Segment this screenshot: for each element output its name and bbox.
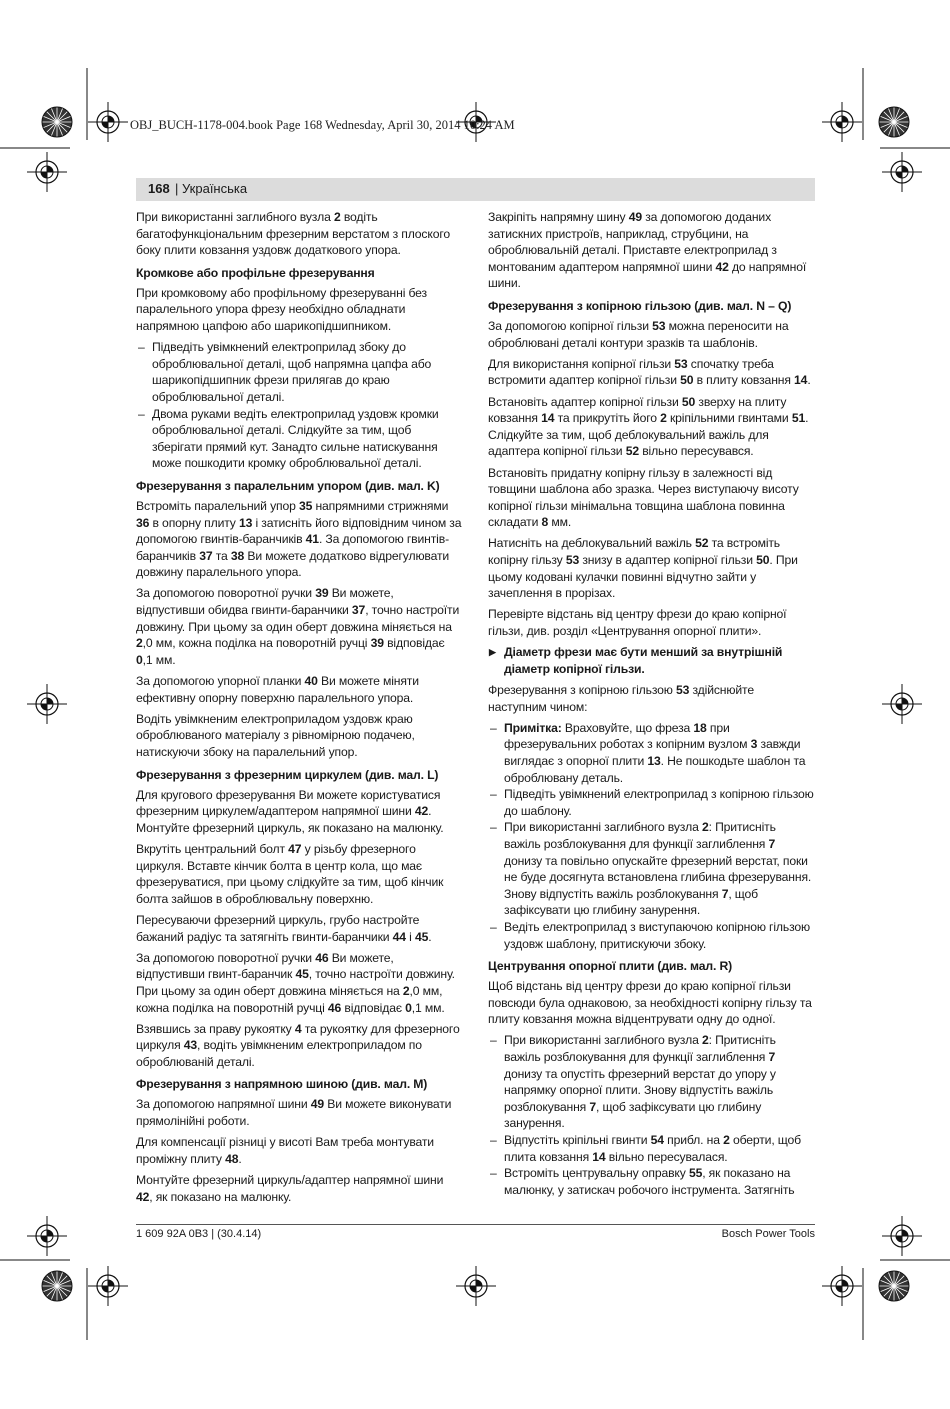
registration-mark-top-left	[88, 102, 128, 142]
paragraph: Вкрутіть центральний болт 47 у різьбу фрезерного циркуля. Вставте кінчик болта в центр кола, що має фрезеруватися, при цьому слідкуйте за тим, щоб кінчик болта зайшов в оброблювальну поверхню.	[136, 841, 444, 906]
registration-mark-bottom-left	[88, 1266, 128, 1306]
section-heading: Фрезерування з фрезерним циркулем (див. мал. L)	[136, 767, 439, 782]
paragraph: Встановіть придатну копірну гільзу в залежності від товщини шаблона або зразка. Через виступаючу висоту копірної гільзи мінімальна товщина шаблона повинна складати 8 мм.	[488, 465, 799, 530]
list-item: – Встроміть центрувальну оправку 55, як показано на малюнку, у затискач робочого інструмента. Затягніть	[488, 1165, 814, 1198]
star-target-top-right	[879, 107, 909, 137]
registration-mark-left-upper	[27, 152, 67, 192]
registration-mark-left-lower	[27, 1216, 67, 1256]
paragraph: Встановіть адаптер копірної гільзи 50 зверху на плиту ковзання 14 та прикрутіть його 2 кріпільними гвинтами 51. Слідкуйте за тим, щоб деблокувальний важіль для адаптера копірної гільзи 52 вільно пересувався.	[488, 394, 809, 459]
bullet-list	[488, 1032, 814, 1198]
bullet-list	[488, 720, 814, 952]
star-target-top-left	[42, 107, 72, 137]
section-heading: Кромкове або профільне фрезерування	[136, 265, 375, 280]
page-header	[136, 178, 815, 201]
paragraph: Для кругового фрезерування Ви можете користуватися фрезерним циркулем/адаптером напрямної шини 42. Монтуйте фрезерний циркуль, як показано на малюнку.	[136, 787, 444, 835]
left-text-column	[136, 209, 462, 1210]
list-item: – Ведіть електроприлад з виступаючою копірною гільзою уздовж шаблону, притискуючи збоку.	[488, 919, 814, 952]
list-item: – Двома руками ведіть електроприлад уздовж кромки оброблювальної деталі. Слідкуйте за тим, щоб зберігати прямий кут. Занадто сильне натискування може пошкодити кромку оброблювальної деталі.	[136, 406, 462, 472]
warning-note: ▶ Діаметр фрези має бути менший за внутрішній діаметр копірної гільзи.	[488, 644, 814, 677]
list-item: – Підведіть увімкнений електроприлад з копірною гільзою до шаблону.	[488, 786, 814, 819]
section-name: | Українська	[175, 181, 248, 196]
registration-mark-left-middle	[27, 684, 67, 724]
paragraph: Фрезерування з копірною гільзою 53 здійснюйте наступним чином:	[488, 683, 754, 714]
print-slug-line: OBJ_BUCH-1178-004.book Page 168 Wednesday, April 30, 2014 10:24 AM	[130, 118, 515, 132]
paragraph: Щоб відстань від центру фрези до краю копірної гільзи повсюди була однаковою, за необхідності копірну гільзу та плиту ковзання можна відцентрувати одну до одної.	[488, 979, 812, 1027]
paragraph: Закріпіть напрямну шину 49 за допомогою доданих затискних пристроїв, наприклад, струбцини, на оброблювальній деталі. Приставте електроприлад з монтованим адаптером напрямної шини 42 до напрямної шини.	[488, 210, 807, 291]
star-target-bottom-right	[879, 1271, 909, 1301]
section-heading: Фрезерування з напрямною шиною (див. мал. M)	[136, 1077, 428, 1092]
registration-mark-right-upper	[882, 152, 922, 192]
list-item: – Підведіть увімкнений електроприлад збоку до оброблювальної деталі, щоб напрямна цапфа або шарикопідшипник фрези прилягав до краю оброблювальної деталі.	[136, 339, 462, 405]
list-item: – Примітка: Враховуйте, що фреза 18 при фрезерувальних роботах з копірним вузлом 3 завжди виглядає з опорної плити 13. Не пошкодьте шаблон та оброблювану деталь.	[488, 720, 814, 786]
paragraph: Для використання копірної гільзи 53 спочатку треба встромити адаптер копірної гільзи 50 в плиту ковзання 14.	[488, 356, 811, 388]
paragraph: За допомогою упорної планки 40 Ви можете міняти ефективну опорну поверхню паралельного упора.	[136, 674, 419, 705]
paragraph: За допомогою поворотної ручки 39 Ви можете, відпустивши обидва гвинти-баранчики 37, точно настроїти довжину. При цьому за один оберт довжина міняється на 2,0 мм, кожна поділка на поворотній ручці 39 відповідає 0,1 мм.	[136, 586, 460, 667]
paragraph: Пересуваючи фрезерний циркуль, грубо настройте бажаний радіус та затягніть гвинти-баранчики 44 і 45.	[136, 912, 432, 944]
paragraph: При кромковому або профільному фрезеруванні без паралельного упора фрезу необхідно обладнати напрямною цапфою або шарикопідшипником.	[136, 285, 427, 333]
right-text-column	[488, 209, 814, 1203]
paragraph: За допомогою напрямної шини 49 Ви можете виконувати прямолінійні роботи.	[136, 1097, 452, 1129]
paragraph: Для компенсації різниці у висоті Вам треба монтувати проміжну плиту 48.	[136, 1135, 434, 1166]
footer-doc-number: 1 609 92A 0B3 | (30.4.14)	[136, 1228, 262, 1240]
registration-mark-right-middle	[882, 684, 922, 724]
paragraph: Водіть увімкненим електроприладом уздовж краю оброблюваного матеріалу з рівномірною подачею, натискуючи збоку на паралельний упор.	[136, 711, 415, 759]
page-number: 168	[148, 181, 170, 196]
list-item: – Відпустіть кріпільні гвинти 54 прибл. на 2 оберти, щоб плита ковзання 14 вільно пересувалася.	[488, 1132, 814, 1165]
registration-mark-right-lower	[882, 1216, 922, 1256]
section-label: Українська	[182, 181, 248, 196]
footer-rule	[136, 1224, 815, 1225]
paragraph: Монтуйте фрезерний циркуль/адаптер напрямної шини 42, як показано на малюнку.	[136, 1173, 444, 1204]
section-heading: Фрезерування з копірною гільзою (див. мал. N – Q)	[488, 298, 792, 313]
registration-mark-bottom-center	[456, 1266, 496, 1306]
bullet-list	[136, 339, 462, 472]
paragraph: За допомогою поворотної ручки 46 Ви можете, відпустивши гвинт-баранчик 45, точно настроїти довжину. При цьому за один оберт довжина міняється на 2,0 мм, кожна поділка на поворотній ручці 46 відповідає 0,1 мм.	[136, 950, 455, 1015]
paragraph: При використанні заглибного вузла 2 водіть багатофункціональним фрезерним верстатом з плоского боку плити ковзання уздовж додаткового упора.	[136, 210, 450, 258]
section-heading: Фрезерування з паралельним упором (див. мал. K)	[136, 478, 440, 493]
list-item: – При використанні заглибного вузла 2: Притисніть важіль розблокування для функції заглиблення 7 донизу та опустіть фрезерний верстат до упору у напрямку опорної плити. Знову відпустіть важіль розблокування 7, щоб зафіксувати цю глибину занурення.	[488, 1032, 814, 1132]
footer-brand: Bosch Power Tools	[721, 1228, 815, 1240]
paragraph: Взявшись за праву рукоятку 4 та рукоятку для фрезерного циркуля 43, водіть увімкненим електроприладом по оброблюваній деталі.	[136, 1021, 460, 1069]
paragraph: Встроміть паралельний упор 35 напрямними стрижнями 36 в опорну плиту 13 і затисніть його відповідним чином за допомогою гвинтів-баранчиків 41. За допомогою гвинтів-баранчиків 37 та 38 Ви можете додатково відрегулювати довжину паралельного упора.	[136, 498, 462, 580]
list-item: – При використанні заглибного вузла 2: Притисніть важіль розблокування для функції заглиблення 7 донизу та повільно опускайте фрезерний верстат, поки не буде досягнута встановлена глибина фрезерування. Знову відпустіть важіль розблокування 7, щоб зафіксувати цю глибину занурення.	[488, 819, 814, 919]
star-target-bottom-left	[42, 1271, 72, 1301]
registration-mark-top-right	[822, 102, 862, 142]
paragraph: Перевірте відстань від центру фрези до краю копірної гільзи, див. розділ «Центрування опорної плити».	[488, 607, 787, 639]
registration-mark-bottom-right	[822, 1266, 862, 1306]
paragraph: За допомогою копірної гільзи 53 можна переносити на оброблювані деталі контури зразків та шаблонів.	[488, 318, 789, 350]
paragraph: Натисніть на деблокувальний важіль 52 та встроміть копірну гільзу 53 знизу в адаптер копірної гільзи 50. При цьому кодовані кулачки повинні відчутно зайти у зачеплення в прорізах.	[488, 536, 798, 601]
section-heading: Центрування опорної плити (див. мал. R)	[488, 959, 733, 974]
